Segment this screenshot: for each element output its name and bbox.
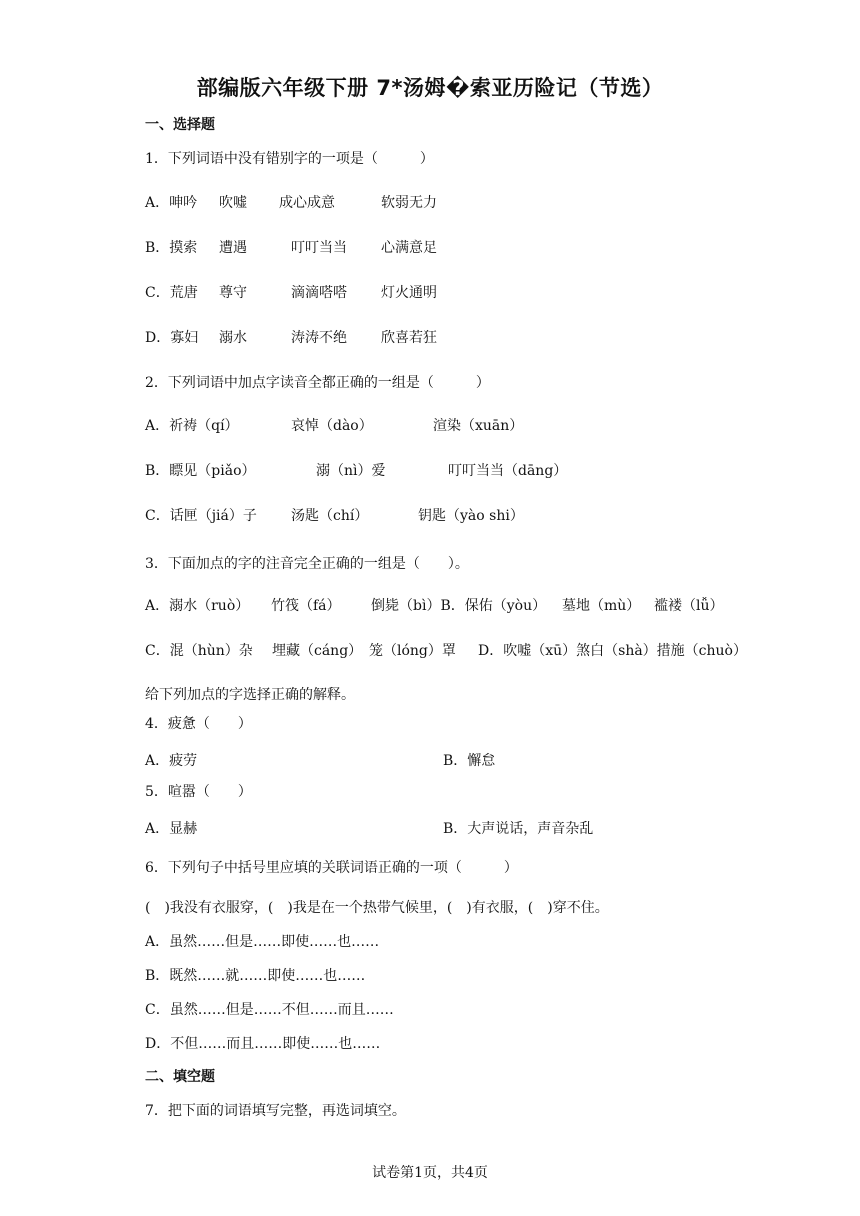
option-a-word-2: 吹嘘	[219, 195, 247, 211]
option-b-word-4: 心满意足	[381, 240, 437, 256]
question-6-sentence: ( )我没有衣服穿，( )我是在一个热带气候里，( )有衣服，( )穿不住。	[145, 900, 609, 916]
section-heading-fill: 二、填空题	[145, 1069, 215, 1085]
option-a-item-1: A．溺水（ruò）	[145, 598, 250, 614]
option-d-word-1: D．寡妇	[145, 330, 199, 346]
option-c-item-1: C．话匣（jiá）子	[145, 508, 257, 524]
option-b-word-2: 遭遇	[219, 240, 247, 256]
question-4-option-b: B．懈怠	[443, 753, 496, 769]
section-heading-choice: 一、选择题	[145, 117, 215, 133]
page-title: 部编版六年级下册 7*汤姆�索亚历险记（节选）	[196, 76, 664, 100]
option-a-word-3: 成心成意	[279, 195, 335, 211]
option-d-word-3: 涛涛不绝	[291, 330, 347, 346]
question-4-word: 4．疲惫	[145, 716, 196, 732]
option-d-word-4: 欣喜若狂	[381, 330, 437, 346]
option-b-item-2: 溺（nì）爱	[316, 463, 386, 479]
option-c-item-2: 埋藏（cáng）	[272, 643, 363, 659]
question-5-blank: （ ）	[195, 784, 252, 800]
page-footer: 试卷第1页，共4页	[372, 1165, 488, 1181]
question-4-blank: （ ）	[195, 716, 252, 732]
question-5-option-a: A．显赫	[145, 821, 198, 837]
option-a-item-2: 竹筏（fá）	[271, 598, 341, 614]
option-c-item-3: 笼（lóng）罩	[369, 643, 456, 659]
question-5-stem	[145, 781, 252, 801]
option-a-b-item: 倒毙（bì）B．保佑（yòu）	[371, 598, 547, 614]
question-2-stem: 2．下列词语中加点字读音全都正确的一组是（ ）	[145, 375, 490, 391]
option-b-word-3: 叮叮当当	[291, 240, 347, 256]
option-c-item-3: 钥匙（yào shi）	[418, 508, 524, 524]
option-a-item-3: 渲染（xuān）	[433, 418, 524, 434]
option-c-item-2: 汤匙（chí）	[291, 508, 369, 524]
option-c-item-1: C．混（hùn）杂	[145, 643, 253, 659]
question-6-option-d: D．不但……而且……即使……也……	[145, 1036, 381, 1052]
question-4-stem	[145, 713, 252, 733]
option-c-word-2: 尊守	[219, 285, 247, 301]
question-7-stem: 7．把下面的词语填写完整，再选词填空。	[145, 1103, 406, 1119]
option-b-item-3: 叮叮当当（dāng）	[448, 463, 568, 479]
question-3-stem: 3．下面加点的字的注音完全正确的一组是（ ）。	[145, 556, 469, 572]
question-6-option-a: A．虽然……但是……即使……也……	[145, 934, 380, 950]
option-a-word-4: 软弱无力	[381, 195, 437, 211]
question-1-stem: 1．下列词语中没有错别字的一项是（ ）	[145, 151, 434, 167]
option-b-item-2: 墓地（mù）	[562, 598, 641, 614]
option-b-item-3: 褴褛（lǚ）	[654, 598, 724, 614]
question-4-option-a: A．疲劳	[145, 753, 198, 769]
option-a-item-2: 哀悼（dào）	[291, 418, 373, 434]
question-6-option-c: C．虽然……但是……不但……而且……	[145, 1002, 394, 1018]
option-c-word-1: C．荒唐	[145, 285, 198, 301]
option-b-word-1: B．摸索	[145, 240, 198, 256]
option-a-item-1: A．祈祷（qí）	[145, 418, 239, 434]
option-c-word-4: 灯火通明	[381, 285, 437, 301]
option-c-word-3: 滴滴嗒嗒	[291, 285, 347, 301]
option-d-word-2: 溺水	[219, 330, 247, 346]
option-a-word-1: A．呻吟	[145, 195, 198, 211]
question-6-option-b: B．既然……就……即使……也……	[145, 968, 366, 984]
option-b-item-1: B．瞟见（piǎo）	[145, 463, 256, 479]
question-5-word: 5．喧嚣	[145, 784, 196, 800]
question-6-stem: 6．下列句子中括号里应填的关联词语正确的一项（ ）	[145, 860, 518, 876]
option-d-item: D．吹嘘（xū）煞白（shà）措施（chuò）	[478, 643, 747, 659]
question-5-option-b: B．大声说话，声音杂乱	[443, 821, 594, 837]
instruction-text: 给下列加点的字选择正确的解释。	[145, 687, 355, 703]
